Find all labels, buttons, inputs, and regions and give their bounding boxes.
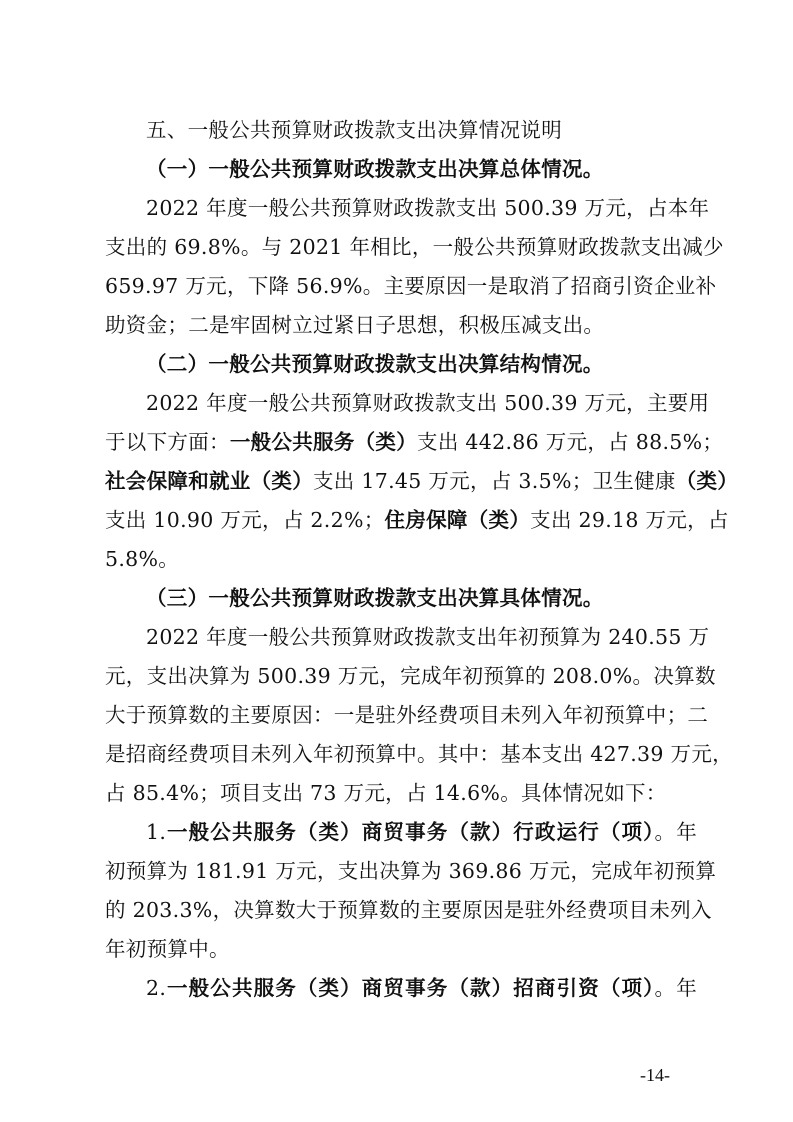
text-line: 2022 年度一般公共预算财政拨款支出 500.39 万元，主要用 [146,391,710,415]
text-line: 年初预算中。 [105,937,230,961]
text-span: 支出 17.45 万元，占 3.5%；卫生健康 [313,469,676,493]
text-line [105,813,697,852]
text-span: 于以下方面： [105,430,230,454]
text-line: 初预算为 181.91 万元，支出决算为 369.86 万元，完成年初预算 [105,859,717,883]
text-line: 2022 年度一般公共预算财政拨款支出 500.39 万元，占本年 [146,196,710,220]
text-span: 支出 29.18 万元，占 [530,508,729,532]
page-number: -14- [640,1065,670,1085]
item-number: 2. [146,976,167,1000]
text-line: 助资金；二是牢固树立过紧日子思想，积极压减支出。 [105,313,605,337]
text-span: 支出 10.90 万元，占 2.2%； [105,508,385,532]
text-line [105,501,729,540]
bold-category: 住房保障（类） [384,508,531,532]
text-line: 659.97 万元，下降 56.9%。主要原因一是取消了招商引资企业补 [105,274,717,298]
paragraph-structure [105,384,739,579]
text-line: 大于预算数的主要原因：一是驻外经费项目未列入年初预算中；二 [105,703,709,727]
text-line [105,423,724,462]
text-line: 的 203.3%，决算数大于预算数的主要原因是驻外经费项目未列入 [105,898,712,922]
text-line: 5.8%。 [105,547,180,571]
text-span: 支出 442.86 万元，占 88.5%； [417,430,724,454]
item-number: 1. [146,820,167,844]
text-line [105,969,697,1008]
item-1 [105,813,717,969]
text-line: 2022 年度一般公共预算财政拨款支出年初预算为 240.55 万 [146,625,710,649]
bold-category: （类） [675,469,739,493]
text-line: 支出的 69.8%。与 2021 年相比，一般公共预算财政拨款支出减少 [105,235,724,259]
item-2 [105,969,697,1008]
section-title: 五、一般公共预算财政拨款支出决算情况说明 [146,118,562,142]
subsection-heading-1: （一）一般公共预算财政拨款支出决算总体情况。 [146,157,604,181]
document-body [105,111,739,1008]
subsection-heading-2: （二）一般公共预算财政拨款支出决算结构情况。 [146,352,604,376]
text-line: 是招商经费项目未列入年初预算中。其中：基本支出 427.39 万元， [105,742,733,766]
item-title: 一般公共服务（类）商贸事务（款）招商引资（项） [166,976,655,1000]
text-line [105,462,739,501]
bold-category: 一般公共服务（类） [229,430,418,454]
item-title: 一般公共服务（类）商贸事务（款）行政运行（项） [166,820,655,844]
paragraph-details [105,618,733,813]
bold-category: 社会保障和就业（类） [105,469,313,493]
text-span: 。年 [654,820,697,844]
text-span: 。年 [654,976,697,1000]
subsection-heading-3: （三）一般公共预算财政拨款支出决算具体情况。 [146,586,604,610]
text-line: 元，支出决算为 500.39 万元，完成年初预算的 208.0%。决算数 [105,664,716,688]
text-line: 占 85.4%；项目支出 73 万元，占 14.6%。具体情况如下： [105,781,667,805]
paragraph-overall [105,189,724,345]
